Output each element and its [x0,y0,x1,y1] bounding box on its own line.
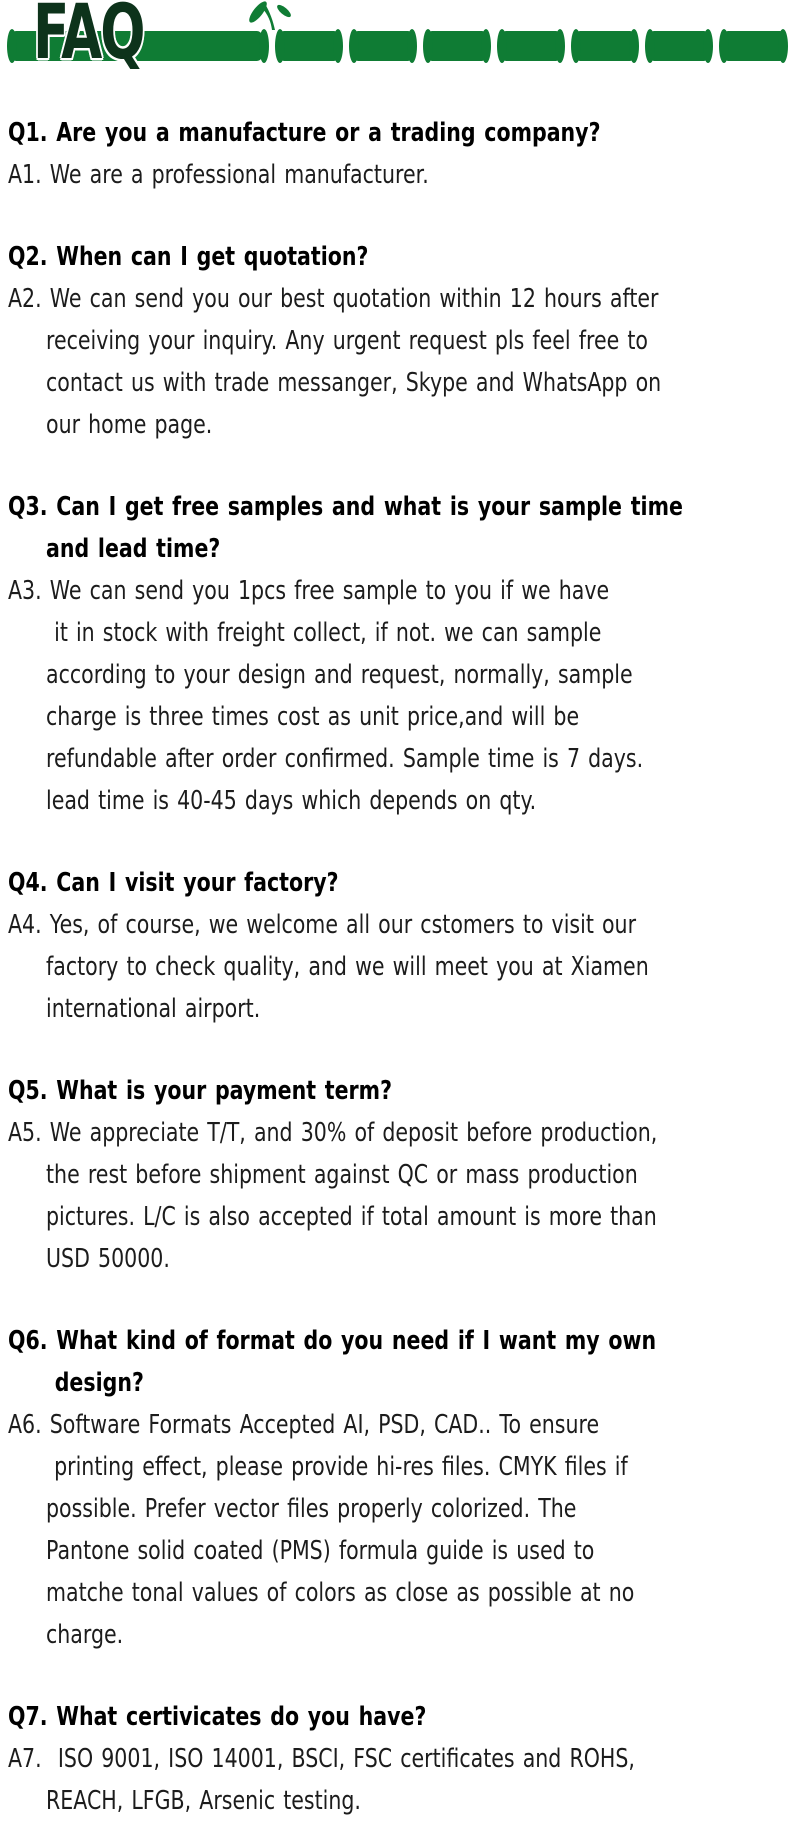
faq-item [8,486,782,822]
question-line [8,528,782,570]
answer-line-text: charge is three times cost as unit price,and will be [46,702,580,732]
answer-line-text: pictures. L/C is also accepted if total amount is more than [46,1202,657,1232]
answer-line-text: charge. [46,1620,124,1650]
question-line-text: design? [46,1368,144,1398]
question-line [8,1362,782,1404]
answer-line-text: our home page. [46,410,213,440]
answer-line-text: factory to check quality, and we will meet you at Xiamen [46,952,649,982]
faq-list [8,112,782,1822]
answer-line-text: A5. We appreciate T/T, and 30% of deposit before production, [8,1118,658,1148]
faq-answer [8,1112,782,1280]
answer-line [8,738,782,780]
faq-item [8,1070,782,1280]
answer-line-text: REACH, LFGB, Arsenic testing. [46,1786,361,1816]
question-line-text: Q1. Are you a manufacture or a trading company? [8,118,601,148]
question-line-text: Q7. What certivicates do you have? [8,1702,427,1732]
answer-line-text: refundable after order confirmed. Sample time is 7 days. [46,744,644,774]
bamboo-segment [719,29,788,63]
bamboo-segment [349,29,417,63]
answer-line-text: it in stock with freight collect, if not. we can sample [46,618,602,648]
answer-line [8,1238,782,1280]
faq-question [8,1070,782,1112]
faq-question [8,1320,782,1404]
bamboo-segment [497,29,565,63]
faq-question [8,862,782,904]
question-line [8,486,782,528]
answer-line-text: Pantone solid coated (PMS) formula guide is used to [46,1536,595,1566]
faq-item [8,236,782,446]
faq-banner [0,0,790,76]
faq-answer [8,278,782,446]
answer-line-text: A4. Yes, of course, we welcome all our cstomers to visit our [8,910,637,940]
answer-line-text: A3. We can send you 1pcs free sample to you if we have [8,576,610,606]
bamboo-leaves-icon [246,0,292,30]
question-line-text: Q6. What kind of format do you need if I want my own [8,1326,657,1356]
answer-line [8,154,782,196]
answer-line [8,654,782,696]
answer-line-text: the rest before shipment against QC or mass production [46,1160,638,1190]
question-line [8,1320,782,1362]
answer-line-text: according to your design and request, normally, sample [46,660,633,690]
faq-item [8,1320,782,1656]
faq-item [8,112,782,196]
question-line-text: Q4. Can I visit your factory? [8,868,339,898]
answer-line-text: matche tonal values of colors as close as possible at no [46,1578,635,1608]
answer-line-text: A7. ISO 9001, ISO 14001, BSCI, FSC certificates and ROHS, [8,1744,635,1774]
answer-line-text: USD 50000. [46,1244,170,1274]
answer-line [8,1446,782,1488]
bamboo-segment [423,29,491,63]
answer-line-text: possible. Prefer vector files properly colorized. The [46,1494,577,1524]
question-line-text: Q5. What is your payment term? [8,1076,392,1106]
answer-line-text: A6. Software Formats Accepted AI, PSD, CAD.. To ensure [8,1410,600,1440]
question-line [8,862,782,904]
question-line-text: and lead time? [46,534,221,564]
faq-answer [8,1404,782,1656]
answer-line-text: printing effect, please provide hi-res files. CMYK files if [46,1452,628,1482]
answer-line [8,946,782,988]
question-line-text: Q2. When can I get quotation? [8,242,369,272]
answer-line [8,1196,782,1238]
answer-line [8,988,782,1030]
bamboo-segment [571,29,639,63]
answer-line [8,278,782,320]
answer-line [8,362,782,404]
question-line [8,236,782,278]
answer-line [8,1780,782,1822]
faq-answer [8,570,782,822]
answer-line [8,320,782,362]
question-line-text: Q3. Can I get free samples and what is your sample time [8,492,683,522]
answer-line [8,1530,782,1572]
answer-line [8,1738,782,1780]
answer-line [8,1112,782,1154]
faq-answer [8,904,782,1030]
answer-line-text: lead time is 40-45 days which depends on qty. [46,786,537,816]
answer-line-text: contact us with trade messanger, Skype and WhatsApp on [46,368,662,398]
answer-line [8,1404,782,1446]
question-line [8,1696,782,1738]
answer-line [8,1614,782,1656]
faq-item [8,862,782,1030]
faq-question [8,486,782,570]
question-line [8,1070,782,1112]
answer-line [8,1488,782,1530]
page-title: FAQ [33,0,144,76]
answer-line [8,1154,782,1196]
faq-answer [8,154,782,196]
question-line [8,112,782,154]
faq-content [0,112,790,1822]
answer-line [8,404,782,446]
faq-answer [8,1738,782,1822]
bamboo-segment [275,29,343,63]
answer-line [8,570,782,612]
answer-line [8,696,782,738]
faq-item [8,1696,782,1822]
answer-line [8,780,782,822]
answer-line-text: receiving your inquiry. Any urgent request pls feel free to [46,326,648,356]
answer-line [8,1572,782,1614]
bamboo-segment [645,29,713,63]
answer-line [8,612,782,654]
answer-line-text: A1. We are a professional manufacturer. [8,160,429,190]
faq-question [8,112,782,154]
faq-question [8,236,782,278]
answer-line-text: A2. We can send you our best quotation within 12 hours after [8,284,659,314]
answer-line-text: international airport. [46,994,261,1024]
faq-question [8,1696,782,1738]
answer-line [8,904,782,946]
